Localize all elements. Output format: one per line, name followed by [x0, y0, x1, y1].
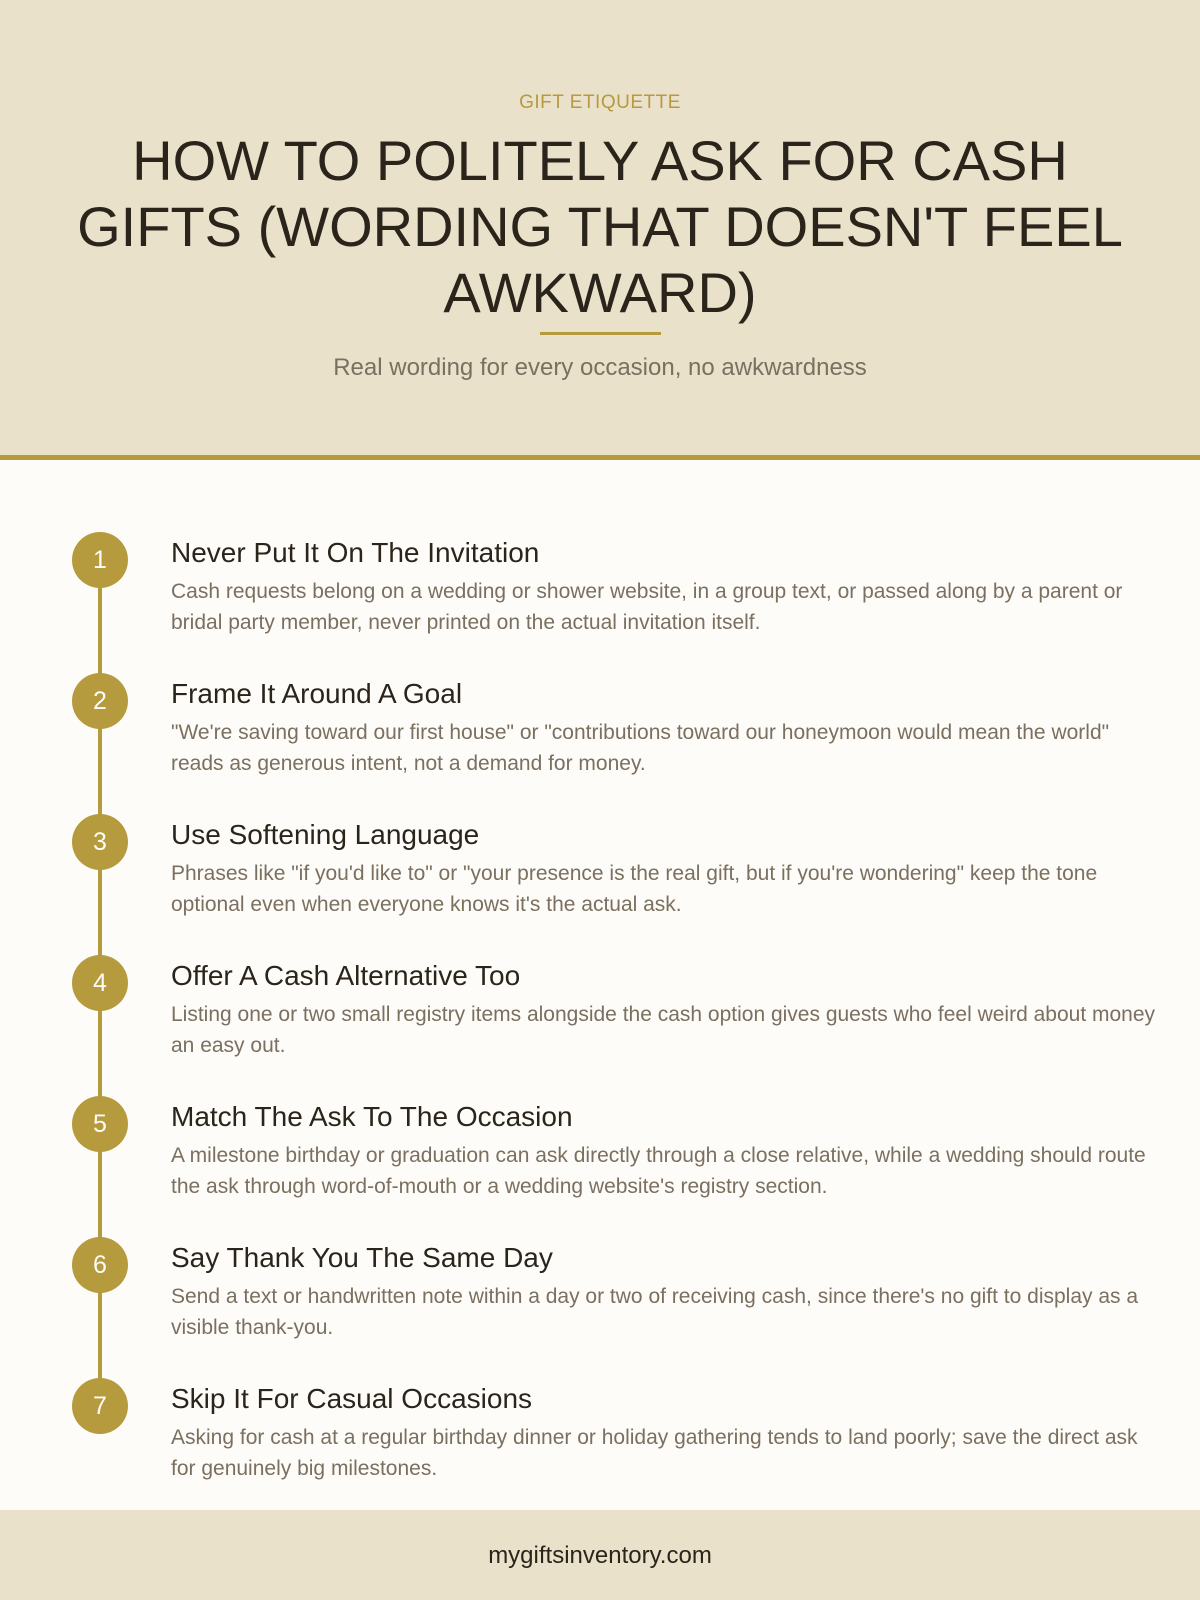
step-number-badge: 4: [72, 955, 128, 1011]
page-header: [0, 0, 1200, 460]
step-1: [0, 532, 1200, 662]
step-number-badge: 5: [72, 1096, 128, 1152]
step-7: [0, 1378, 1200, 1508]
step-title: Never Put It On The Invitation: [171, 537, 540, 568]
step-title: Match The Ask To The Occasion: [171, 1101, 573, 1132]
category-label: GIFT ETIQUETTE: [519, 92, 681, 113]
step-title: Frame It Around A Goal: [171, 678, 463, 709]
title-divider: [540, 332, 661, 335]
step-number-badge: 6: [72, 1237, 128, 1293]
step-description: Send a text or handwritten note within a day or two of receiving cash, since there's no gift to display as a visible thank-you.: [171, 1285, 1139, 1339]
page-footer: [0, 1510, 1200, 1600]
step-title: Use Softening Language: [171, 819, 480, 850]
step-number-badge: 3: [72, 814, 128, 870]
page-title: HOW TO POLITELY ASK FOR CASH GIFTS (WORDING THAT DOESN'T FEEL AWKWARD): [77, 129, 1123, 324]
step-description: "We're saving toward our first house" or "contributions toward our honeymoon would mean the world" reads as generous intent, not a demand for money.: [171, 721, 1110, 775]
step-title: Offer A Cash Alternative Too: [171, 960, 521, 991]
step-description: A milestone birthday or graduation can ask directly through a close relative, while a wedding should route the ask through word-of-mouth or a wedding website's registry section.: [171, 1144, 1146, 1198]
step-4: [0, 955, 1200, 1085]
step-description: Listing one or two small registry items alongside the cash option gives guests who feel weird about money an easy out.: [171, 1003, 1156, 1057]
page-subtitle: Real wording for every occasion, no awkwardness: [333, 354, 867, 381]
step-title: Say Thank You The Same Day: [171, 1242, 553, 1273]
step-title: Skip It For Casual Occasions: [171, 1383, 533, 1414]
step-description: Phrases like "if you'd like to" or "your presence is the real gift, but if you're wondering" keep the tone optional even when everyone knows it's the actual ask.: [171, 862, 1098, 916]
footer-site-url: mygiftsinventory.com: [488, 1542, 712, 1569]
step-number-badge: 2: [72, 673, 128, 729]
step-3: [0, 814, 1200, 944]
step-description: Cash requests belong on a wedding or shower website, in a group text, or passed along by a parent or bridal party member, never printed on the actual invitation itself.: [171, 580, 1123, 634]
step-2: [0, 673, 1200, 803]
step-number-badge: 1: [72, 532, 128, 588]
step-5: [0, 1096, 1200, 1226]
step-number-badge: 7: [72, 1378, 128, 1434]
step-description: Asking for cash at a regular birthday dinner or holiday gathering tends to land poorly; save the direct ask for genuinely big milestones.: [171, 1426, 1138, 1480]
step-6: [0, 1237, 1200, 1367]
